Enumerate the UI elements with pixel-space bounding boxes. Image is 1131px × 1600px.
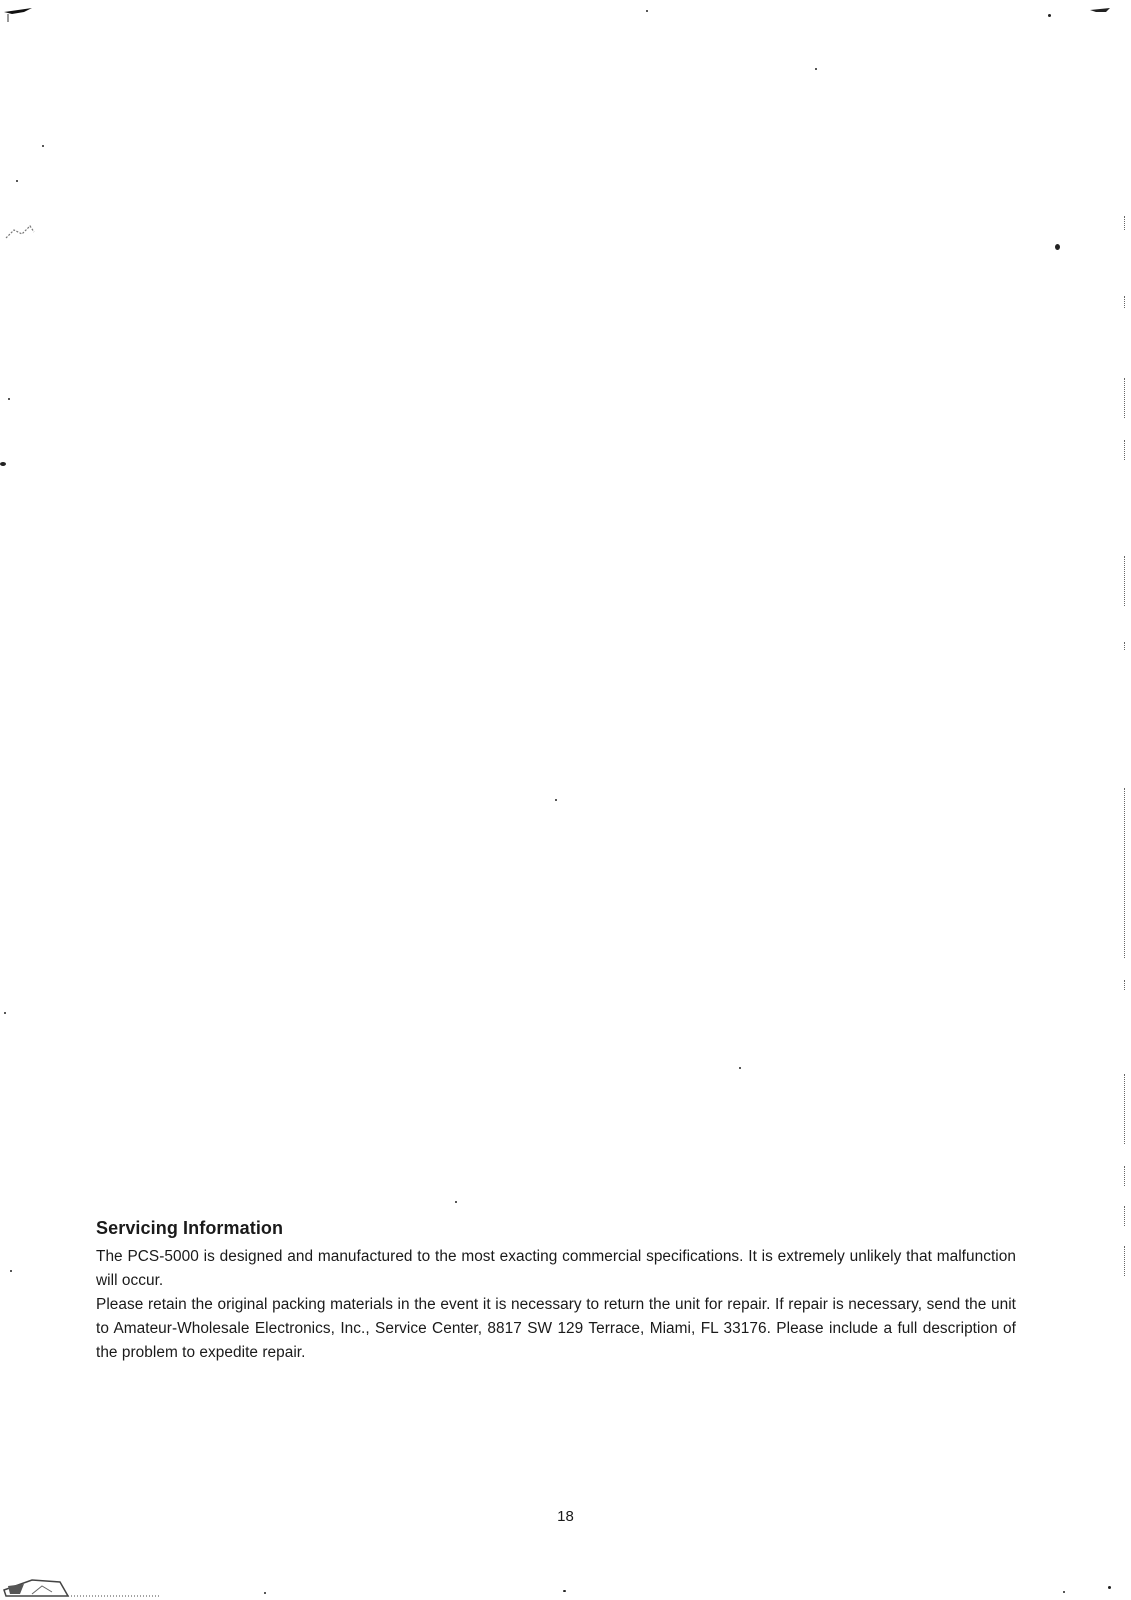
scan-speck	[4, 1012, 6, 1014]
scan-edge-dots	[1124, 1166, 1125, 1186]
scan-edge-dots	[1124, 440, 1125, 460]
scan-speck	[1063, 1591, 1065, 1593]
scan-speck	[0, 462, 6, 466]
scan-speck	[563, 1590, 566, 1592]
scan-mark-left-1	[4, 220, 38, 244]
scan-edge-dots	[1124, 556, 1125, 606]
scan-speck	[1048, 14, 1051, 17]
scan-speck	[555, 799, 557, 801]
paragraph-return-instructions: Please retain the original packing materials in the event it is necessary to return the unit for repair. If repair is necessary, send the unit to Amateur-Wholesale Electronics, Inc., Service Center, 8817 SW 129 Terrace, Miami, FL 33176. Please include a full description of the problem to expedite repair.	[96, 1296, 1016, 1361]
scan-mark-bottom-left	[2, 1568, 162, 1598]
scan-speck	[1055, 244, 1060, 250]
scan-edge-dots	[1124, 296, 1125, 308]
scan-speck	[264, 1592, 266, 1594]
paragraph-reliability: The PCS-5000 is designed and manufactured to the most exacting commercial specifications. It is extremely unlikely that malfunction will occur.	[96, 1248, 1016, 1289]
servicing-information-section	[96, 1217, 1016, 1365]
page-number: 18	[557, 1508, 574, 1525]
scan-edge-dots	[1124, 1074, 1125, 1144]
scan-speck	[10, 1270, 12, 1272]
scan-edge-dots	[1124, 1246, 1125, 1276]
scan-mark-top-right	[1088, 4, 1114, 18]
scan-edge-dots	[1124, 1206, 1125, 1226]
scan-edge-dots	[1124, 378, 1125, 418]
scan-speck	[42, 145, 44, 147]
scan-edge-dots	[1124, 980, 1125, 990]
scan-speck	[646, 10, 648, 12]
section-heading: Servicing Information	[96, 1218, 284, 1238]
scan-speck	[739, 1067, 741, 1069]
scan-speck	[455, 1201, 457, 1203]
scan-mark-top-left	[2, 4, 36, 24]
scan-edge-dots	[1124, 216, 1125, 230]
scan-edge-dots	[1124, 642, 1125, 650]
scan-speck	[1108, 1586, 1111, 1589]
scan-speck	[8, 398, 10, 400]
scan-edge-dots	[1124, 788, 1125, 958]
scan-speck	[16, 180, 18, 182]
scan-speck	[815, 68, 817, 70]
